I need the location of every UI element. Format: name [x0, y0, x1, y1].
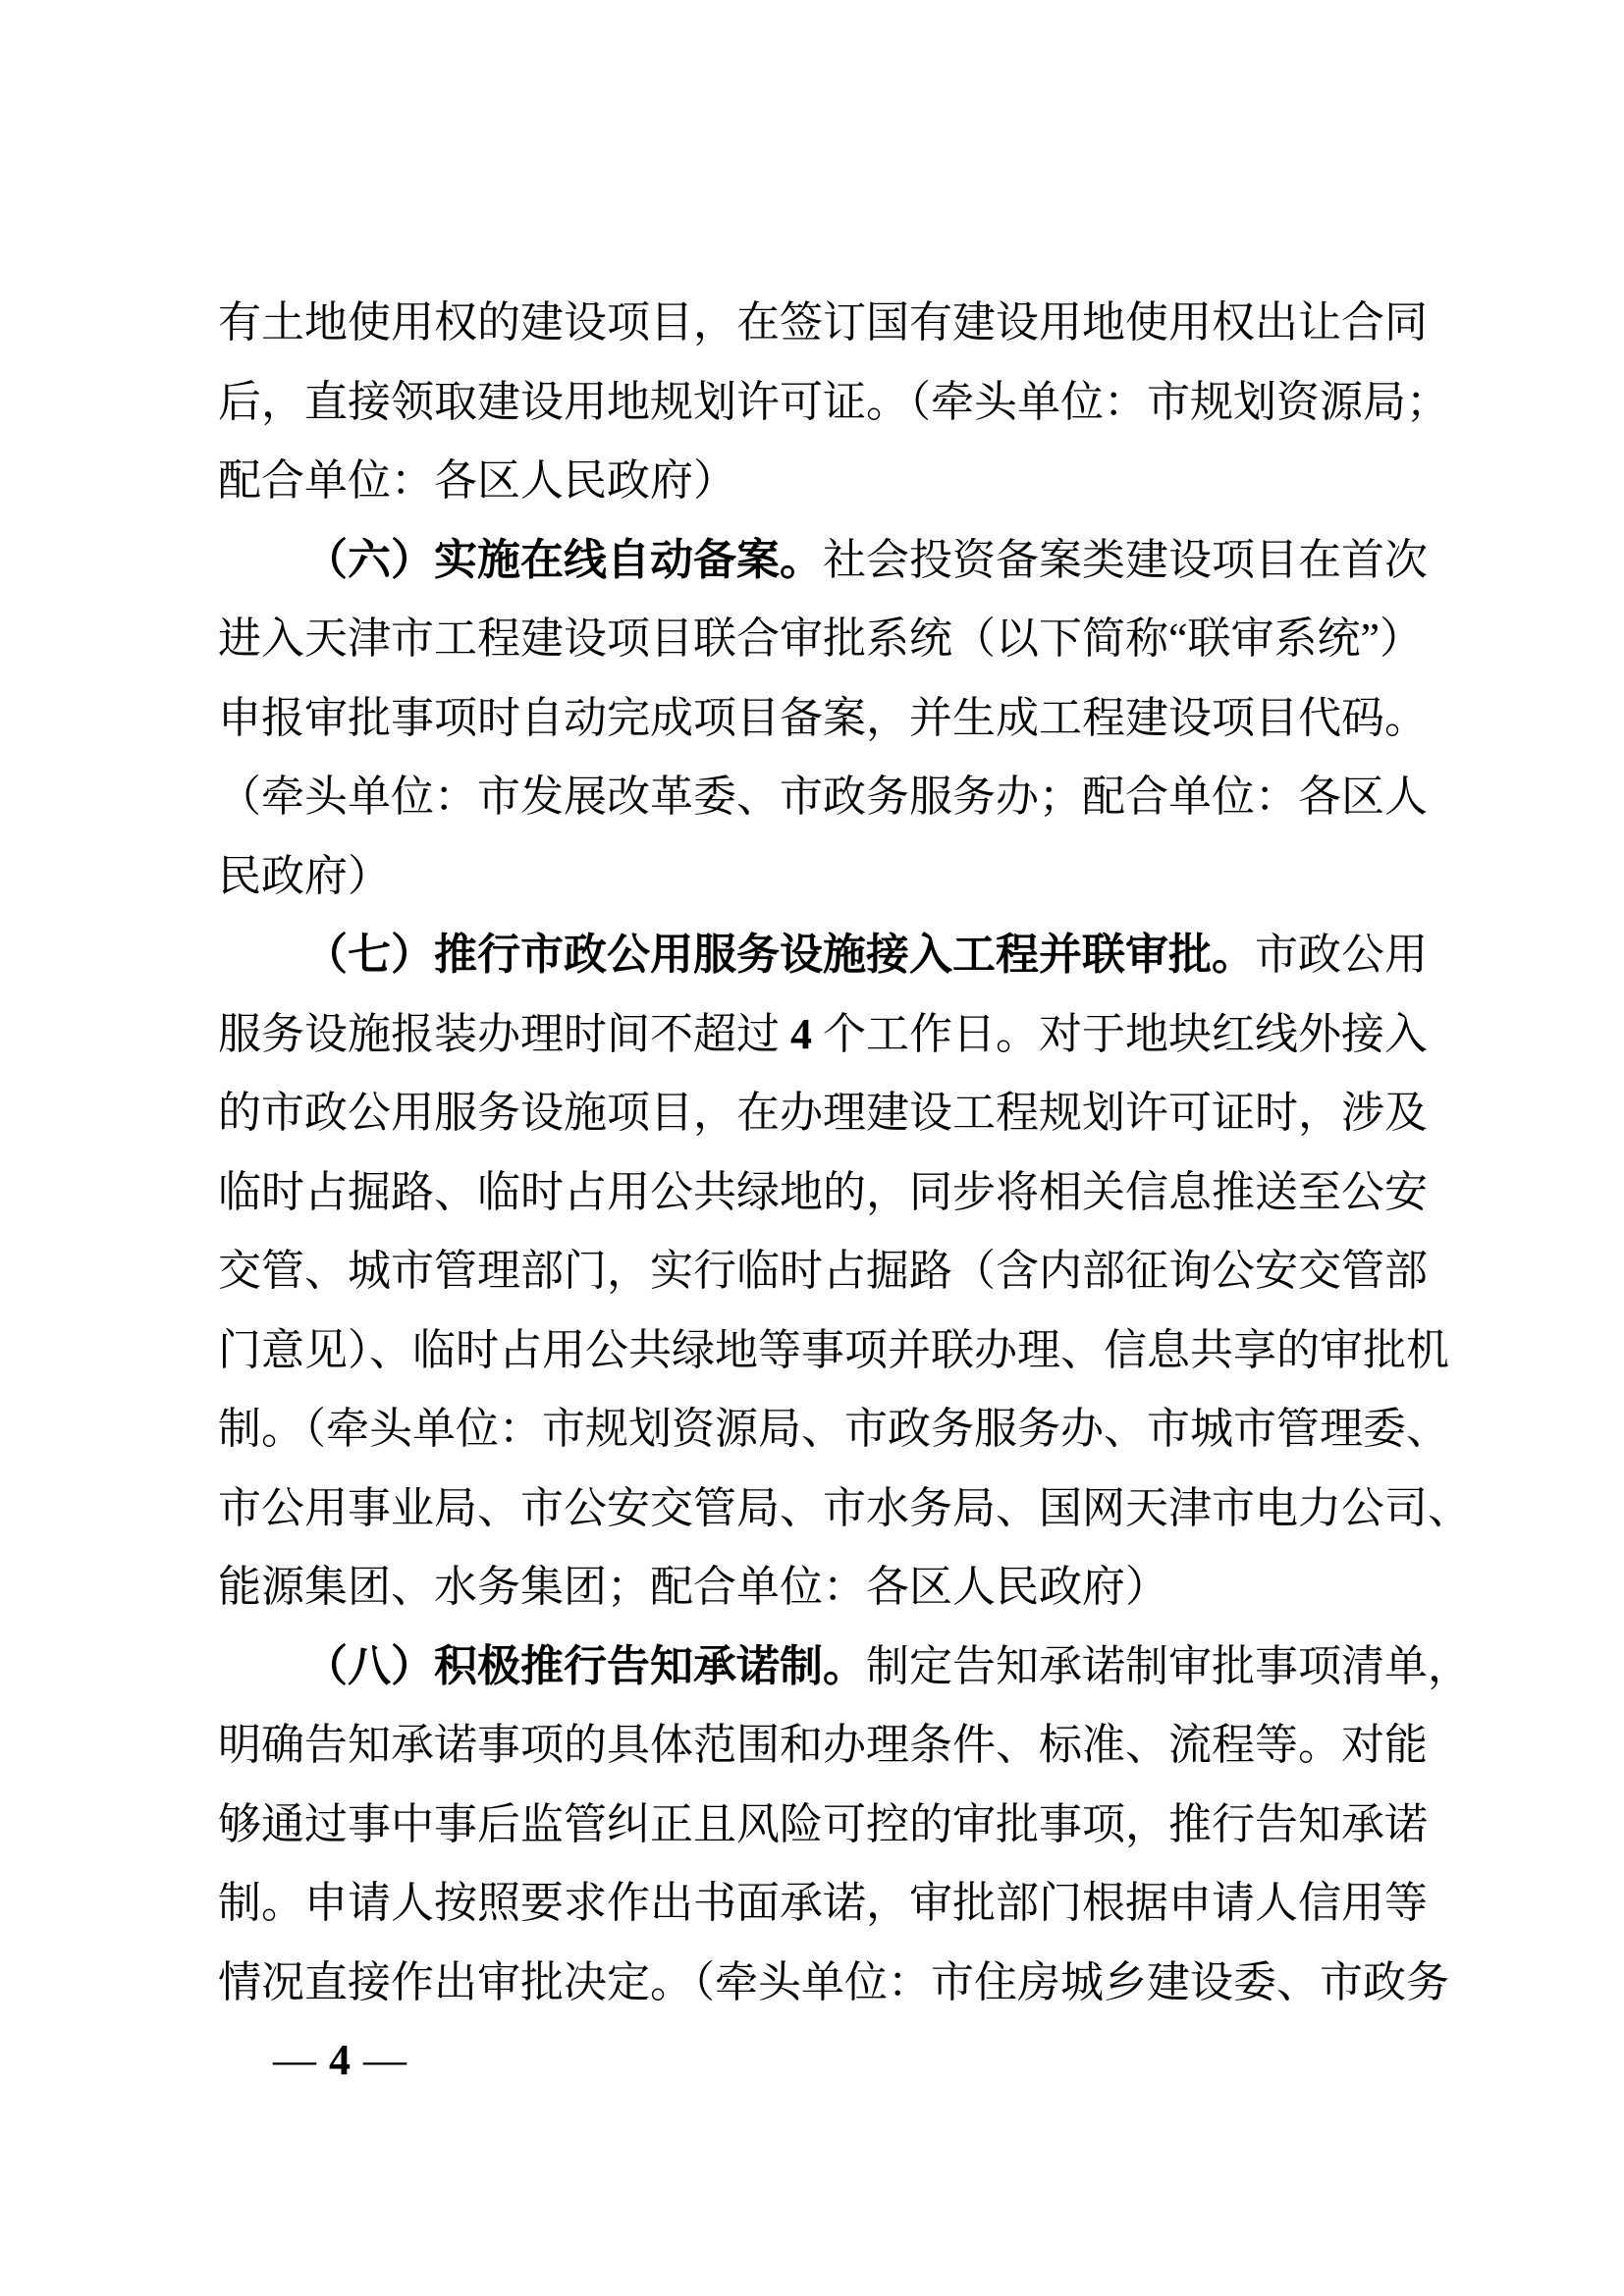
- text-segment: 服务设施报装办理时间不超过: [218, 1009, 790, 1058]
- text-line: [218, 1232, 1428, 1311]
- text-segment: 制。（牵头单位：市规划资源局、市政务服务办、市城市管理委、: [218, 1405, 1449, 1453]
- text-segment: 能源集团、水务集团；配合单位：各区人民政府）: [218, 1563, 1168, 1611]
- text-segment: 配合单位：各区人民政府）: [218, 456, 736, 505]
- text-segment: 申报审批事项时自动完成项目备案，并生成工程建设项目代码。: [218, 693, 1428, 742]
- text-segment: 市公用事业局、市公安交管局、市水务局、国网天津市电力公司、: [218, 1483, 1471, 1532]
- text-line: [218, 1153, 1428, 1233]
- text-line: [218, 837, 1428, 917]
- text-segment: 的市政公用服务设施项目，在办理建设工程规划许可证时，涉及: [218, 1089, 1428, 1137]
- text-line: [218, 600, 1428, 679]
- text-segment: 制。申请人按照要求作出书面承诺，审批部门根据申请人信用等: [218, 1879, 1428, 1927]
- page-number-dash-left: —: [273, 2036, 329, 2084]
- text-segment: 民政府）: [218, 851, 391, 900]
- text-segment-bold: （八）积极推行告知承诺制。: [304, 1641, 866, 1690]
- text-segment-bold: （六）实施在线自动备案。: [304, 535, 823, 584]
- page-number: [273, 2036, 407, 2084]
- text-line: [218, 995, 1428, 1075]
- text-line: [218, 679, 1428, 759]
- text-line: [218, 1390, 1449, 1469]
- text-line: [218, 1074, 1428, 1153]
- text-segment-bold: 4: [790, 1009, 812, 1058]
- text-segment: 交管、城市管理部门，实行临时占掘路（含内部征询公安交管部: [218, 1247, 1428, 1295]
- text-line: [218, 363, 1449, 443]
- text-line: [218, 1864, 1428, 1944]
- text-segment: 情况直接作出审批决定。（牵头单位：市住房城乡建设委、市政务: [218, 1957, 1449, 2006]
- text-line: [218, 1628, 1471, 1707]
- text-segment: 明确告知承诺事项的具体范围和办理条件、标准、流程等。对能: [218, 1721, 1428, 1769]
- text-line: [218, 1311, 1449, 1391]
- text-line: [218, 1548, 1428, 1628]
- text-segment: 后，直接领取建设用地规划许可证。（牵头单位：市规划资源局；: [218, 377, 1449, 426]
- text-segment: 够通过事中事后监管纠正且风险可控的审批事项，推行告知承诺: [218, 1799, 1428, 1848]
- text-line: [218, 916, 1428, 995]
- text-segment-bold: （七）推行市政公用服务设施接入工程并联审批。: [304, 931, 1255, 979]
- text-line: [218, 1469, 1471, 1549]
- page-number-value: 4: [329, 2036, 352, 2084]
- text-line: [218, 284, 1428, 363]
- text-segment: 进入天津市工程建设项目联合审批系统（以下简称“联审系统”）: [218, 614, 1424, 663]
- text-segment: 有土地使用权的建设项目，在签订国有建设用地使用权出让合同: [218, 298, 1428, 347]
- text-line: [218, 1786, 1428, 1865]
- page-number-dash-right: —: [352, 2036, 407, 2084]
- text-segment: 门意见）、临时占用公共绿地等事项并联办理、信息共享的审批机: [218, 1325, 1449, 1374]
- text-segment: 市政公用: [1255, 931, 1428, 979]
- text-line: [218, 758, 1428, 837]
- text-line: [218, 521, 1428, 601]
- text-line: [218, 442, 1428, 521]
- text-segment: 临时占掘路、临时占用公共绿地的，同步将相关信息推送至公安: [218, 1167, 1428, 1216]
- text-segment: （牵头单位：市发展改革委、市政务服务办；配合单位：各区人: [218, 773, 1428, 821]
- text-segment: 个工作日。对于地块红线外接入: [812, 1009, 1428, 1058]
- text-line: [218, 1706, 1428, 1786]
- text-line: [218, 1944, 1449, 2023]
- text-segment: 制定告知承诺制审批事项清单，: [866, 1641, 1471, 1690]
- document-body: [218, 284, 1471, 2022]
- text-segment: 社会投资备案类建设项目在首次: [823, 535, 1428, 584]
